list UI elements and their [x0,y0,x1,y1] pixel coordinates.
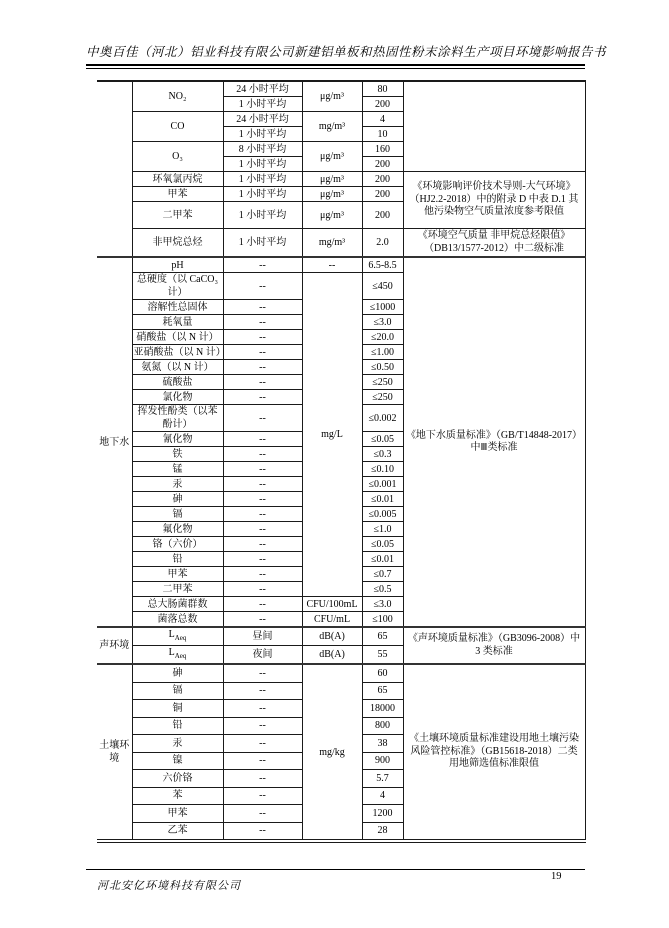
unit-cell: mg/L [302,273,362,597]
averaging-time-cell: -- [223,360,302,375]
pollutant-name-cell: 镉 [132,507,223,522]
unit-cell: μg/m³ [302,81,362,112]
limit-value-cell: ≤0.01 [362,552,403,567]
averaging-time-cell: -- [223,492,302,507]
table-row [97,229,585,258]
limit-value-cell: ≤1000 [362,300,403,315]
limit-value-cell: 800 [362,717,403,735]
pollutant-name-cell: O₃ [132,142,223,172]
table-row [97,257,585,273]
unit-cell: mg/m³ [302,112,362,142]
limit-value-cell: 80 [362,81,403,97]
category-cell: 土壤环境 [97,664,132,841]
table-row [97,664,585,682]
footer-rule [86,869,585,870]
limit-value-cell: 60 [362,664,403,682]
pollutant-name-cell [132,646,223,665]
averaging-time-cell: 1 小时平均 [223,229,302,258]
pollutant-name-cell: 氟化物 [132,522,223,537]
category-cell: 声环境 [97,627,132,664]
averaging-time-cell: 8 小时平均 [223,142,302,157]
limit-value-cell: ≤0.10 [362,462,403,477]
averaging-time-cell: -- [223,822,302,841]
limit-value-cell: ≤0.002 [362,405,403,432]
pollutant-name-cell: 苯 [132,787,223,805]
standards-table [97,80,586,843]
averaging-time-cell: -- [223,787,302,805]
averaging-time-cell: -- [223,752,302,770]
averaging-time-cell: -- [223,462,302,477]
limit-value-cell: ≤100 [362,612,403,628]
pollutant-name-cell: 氨氮（以 N 计） [132,360,223,375]
limit-value-cell: ≤250 [362,390,403,405]
pollutant-name-cell: 砷 [132,664,223,682]
limit-value-cell: 1200 [362,805,403,823]
standard-cell: 《环境空气质量 非甲烷总烃限值》（DB13/1577-2012）中二级标准 [403,229,585,258]
averaging-time-cell: -- [223,300,302,315]
unit-cell: -- [302,257,362,273]
limit-value-cell: 6.5-8.5 [362,257,403,273]
limit-value-cell: ≤0.001 [362,477,403,492]
averaging-time-cell: -- [223,735,302,753]
pollutant-name-cell: 环氧氯丙烷 [132,172,223,187]
averaging-time-cell: -- [223,273,302,300]
averaging-time-cell: -- [223,522,302,537]
unit-cell: CFU/100mL [302,597,362,612]
noise-metric-label: L [168,629,175,640]
pollutant-name-cell: 氰化物 [132,432,223,447]
pollutant-name-cell: 非甲烷总烃 [132,229,223,258]
limit-value-cell: 2.0 [362,229,403,258]
standard-cell [403,81,585,172]
header-rule [86,64,585,69]
unit-cell: mg/kg [302,664,362,841]
table-row [97,172,585,187]
averaging-time-cell: -- [223,432,302,447]
standard-cell: 《声环境质量标准》（GB3096-2008）中 3 类标准 [403,627,585,664]
pollutant-name-cell: 亚硝酸盐（以 N 计） [133,346,226,358]
pollutant-name-cell: 铁 [132,447,223,462]
limit-value-cell: ≤0.05 [362,537,403,552]
limit-value-cell: 5.7 [362,770,403,788]
limit-value-cell: 4 [362,787,403,805]
averaging-time-cell: -- [223,700,302,718]
unit-cell: μg/m³ [302,202,362,229]
averaging-time-cell: 昼间 [223,627,302,646]
limit-value-cell: ≤0.7 [362,567,403,582]
pollutant-name-cell: 耗氧量 [132,315,223,330]
averaging-time-cell: -- [223,447,302,462]
table-row [97,81,585,97]
pollutant-name-cell: 总硬度（以 CaCO₃计） [132,273,223,300]
averaging-time-cell: -- [223,717,302,735]
limit-value-cell: ≤20.0 [362,330,403,345]
pollutant-name-cell: 砷 [132,492,223,507]
pollutant-name-cell: 铅 [132,717,223,735]
pollutant-name-cell: 汞 [132,477,223,492]
pollutant-name-cell: 汞 [132,735,223,753]
pollutant-name-cell: NO₂ [132,81,223,112]
limit-value-cell: 55 [362,646,403,665]
limit-value-cell: 18000 [362,700,403,718]
category-cell [97,81,132,257]
limit-value-cell: ≤0.01 [362,492,403,507]
averaging-time-cell: -- [223,375,302,390]
unit-cell: μg/m³ [302,172,362,187]
limit-value-cell: 200 [362,202,403,229]
pollutant-name-cell: pH [132,257,223,273]
limit-value-cell: ≤0.05 [362,432,403,447]
noise-metric-subscript: Aeq [174,652,187,660]
averaging-time-cell: -- [223,770,302,788]
limit-value-cell: 200 [362,157,403,172]
averaging-time-cell: 24 小时平均 [223,112,302,127]
averaging-time-cell: 1 小时平均 [223,172,302,187]
averaging-time-cell: -- [223,405,302,432]
pollutant-name-cell: 六价铬 [132,770,223,788]
averaging-time-cell: 夜间 [223,646,302,665]
limit-value-cell: 160 [362,142,403,157]
averaging-time-cell: -- [223,257,302,273]
pollutant-name-cell: 硝酸盐（以 N 计） [132,330,223,345]
limit-value-cell: 200 [362,97,403,112]
averaging-time-cell: 24 小时平均 [223,81,302,97]
footer-company: 河北安亿环境科技有限公司 [97,880,241,892]
limit-value-cell: 65 [362,682,403,700]
pollutant-name-cell: 硫酸盐 [132,375,223,390]
limit-value-cell: 200 [362,172,403,187]
limit-value-cell: 65 [362,627,403,646]
averaging-time-cell: -- [223,682,302,700]
pollutant-name-cell: CO [132,112,223,142]
averaging-time-cell: -- [223,552,302,567]
category-cell: 地下水 [97,257,132,627]
running-header: 中奥百佳（河北）铝业科技有限公司新建铝单板和热固性粉末涂料生产项目环境影响报告书 [86,45,607,59]
standard-cell: 《地下水质量标准》（GB/T14848-2017）中Ⅲ类标准 [403,257,585,627]
limit-value-cell: ≤0.005 [362,507,403,522]
averaging-time-cell: -- [223,567,302,582]
pollutant-name-cell: 溶解性总固体 [132,300,223,315]
pollutant-name-cell: 乙苯 [132,822,223,841]
pollutant-name-cell: 铬（六价） [132,537,223,552]
limit-value-cell: ≤1.0 [362,522,403,537]
unit-cell: μg/m³ [302,187,362,202]
averaging-time-cell: -- [223,612,302,628]
pollutant-name-cell: 甲苯 [132,805,223,823]
unit-cell: dB(A) [302,627,362,646]
pollutant-name-cell: 甲苯 [132,567,223,582]
noise-metric-subscript: Aeq [174,634,187,642]
unit-cell: μg/m³ [302,142,362,172]
pollutant-name-cell: 二甲苯 [132,582,223,597]
limit-value-cell: ≤3.0 [362,597,403,612]
averaging-time-cell: -- [223,315,302,330]
averaging-time-cell: -- [223,537,302,552]
limit-value-cell: ≤250 [362,375,403,390]
averaging-time-cell: 1 小时平均 [223,187,302,202]
unit-cell: dB(A) [302,646,362,665]
averaging-time-cell: -- [223,664,302,682]
pollutant-name-cell: 菌落总数 [132,612,223,628]
averaging-time-cell: 1 小时平均 [223,127,302,142]
averaging-time-cell: -- [223,507,302,522]
pollutant-name-cell: 铜 [132,700,223,718]
averaging-time-cell: 1 小时平均 [223,97,302,112]
page-number: 19 [551,871,562,882]
pollutant-name-cell: 二甲苯 [132,202,223,229]
pollutant-name-cell: 氯化物 [132,390,223,405]
averaging-time-cell: 1 小时平均 [223,157,302,172]
standard-cell: 《土壤环境质量标准建设用地土壤污染风险管控标准》（GB15618-2018）二类用地筛选值标准限值 [403,664,585,841]
limit-value-cell: ≤0.5 [362,582,403,597]
noise-metric-label: L [168,647,175,658]
limit-value-cell: ≤1.00 [362,345,403,360]
limit-value-cell: ≤0.3 [362,447,403,462]
pollutant-name-cell: 镉 [132,682,223,700]
averaging-time-cell: -- [223,390,302,405]
unit-cell: mg/m³ [302,229,362,258]
limit-value-cell: 38 [362,735,403,753]
table-row [97,627,585,646]
pollutant-name-cell: 甲苯 [132,187,223,202]
averaging-time-cell: 1 小时平均 [223,202,302,229]
pollutant-name-cell [132,627,223,646]
limit-value-cell: 10 [362,127,403,142]
pollutant-name-cell: 铅 [132,552,223,567]
limit-value-cell: 28 [362,822,403,841]
averaging-time-cell: -- [223,345,302,360]
limit-value-cell: 900 [362,752,403,770]
pollutant-name-cell: 镍 [132,752,223,770]
standard-cell: 《环境影响评价技术导则-大气环境》（HJ2.2-2018）中的附录 D 中表 D.1 其他污染物空气质量浓度参考限值 [403,172,585,229]
limit-value-cell: ≤450 [362,273,403,300]
averaging-time-cell: -- [223,477,302,492]
unit-cell: CFU/mL [302,612,362,628]
averaging-time-cell: -- [223,330,302,345]
limit-value-cell: 4 [362,112,403,127]
pollutant-name-cell: 挥发性酚类（以苯酚计） [132,405,223,432]
averaging-time-cell: -- [223,805,302,823]
pollutant-name-cell: 总大肠菌群数 [132,597,223,612]
averaging-time-cell: -- [223,597,302,612]
limit-value-cell: 200 [362,187,403,202]
averaging-time-cell: -- [223,582,302,597]
pollutant-name-cell: 锰 [132,462,223,477]
limit-value-cell: ≤0.50 [362,360,403,375]
limit-value-cell: ≤3.0 [362,315,403,330]
